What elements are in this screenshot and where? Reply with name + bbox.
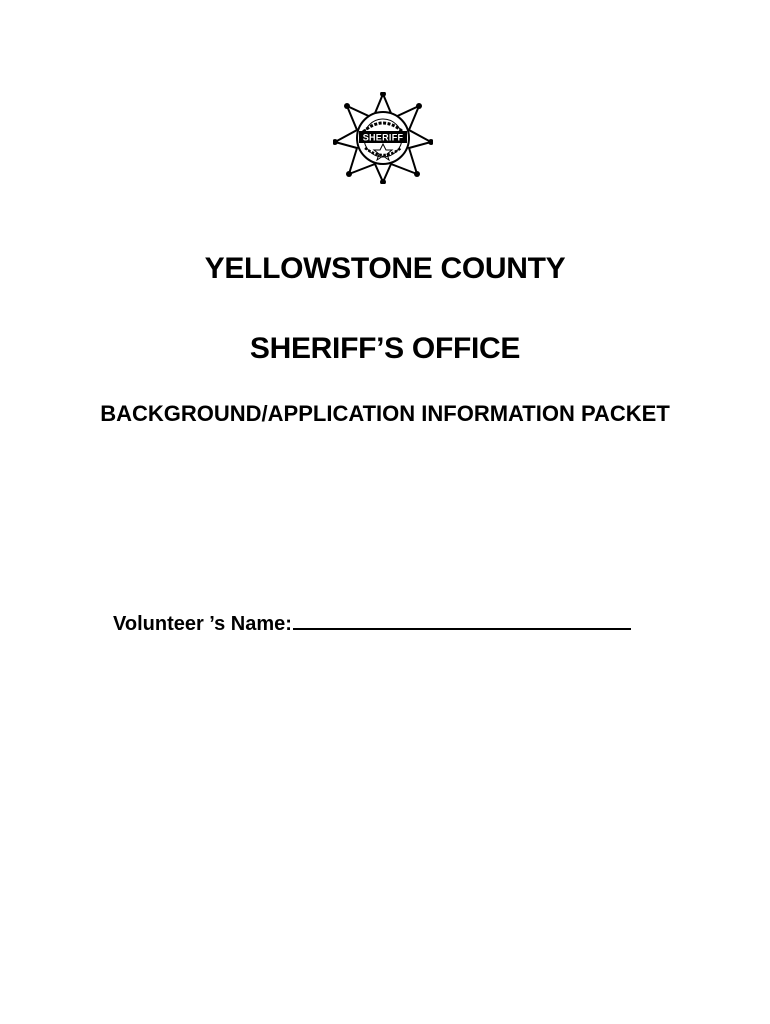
packet-title: BACKGROUND/APPLICATION INFORMATION PACKET (100, 401, 670, 426)
star-badge-icon (333, 92, 433, 184)
volunteer-name-blank[interactable] (293, 610, 631, 630)
volunteer-name-field[interactable] (113, 610, 631, 636)
county-heading: YELLOWSTONE COUNTY (204, 252, 566, 285)
sheriff-badge-logo (333, 92, 433, 184)
svg-text:SHERIFF: SHERIFF (362, 132, 404, 143)
office-heading: SHERIFF’S OFFICE (249, 332, 521, 365)
volunteer-name-label: Volunteer ’s Name: (113, 613, 292, 635)
